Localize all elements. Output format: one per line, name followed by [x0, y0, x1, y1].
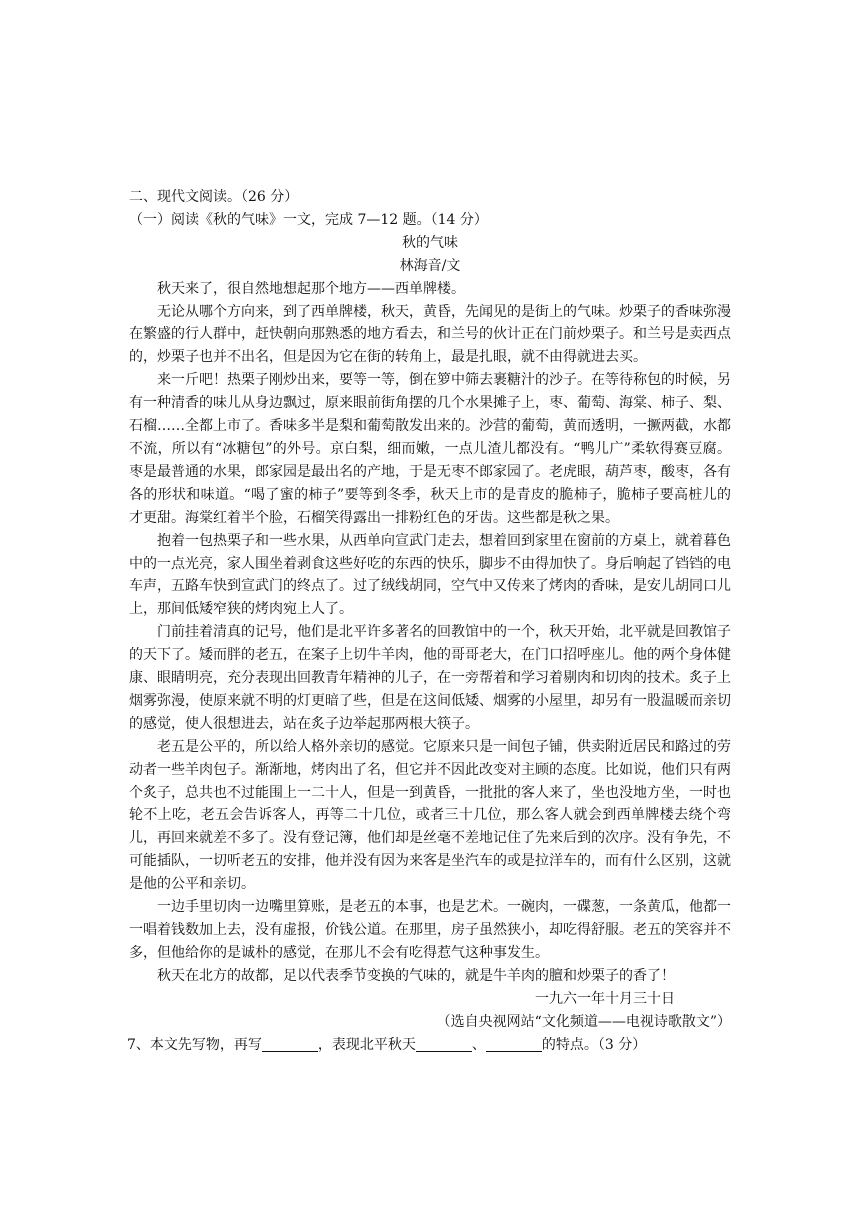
- section-heading: 二、现代文阅读。（26 分）: [129, 189, 299, 205]
- article-author: 林海音/文: [399, 257, 461, 274]
- article-paragraph-3: 来一斤吧！热栗子刚炒出来，要等一等，倒在箩中筛去裹糖汁的沙子。在等待称包的时候，另有一种清香的味儿从身边飘过，原来眼前街角摆的几个水果摊子上，枣、葡萄、海棠、柿子、梨、石榴……全都上市了。香味多半是梨和葡萄散发出来的。沙营的葡萄，黄而透明，一撅两截，水都不流，所以有“冰糖包”的外号。京白梨，细而嫩，一点儿渣儿都没有。“鸭儿广”柔软得赛豆腐。枣是最普通的水果，郎家园是最出名的产地，于是无枣不郎家园了。老虎眼，葫芦枣，酸枣，各有各的形状和味道。“喝了蜜的柿子”要等到冬季，秋天上市的是青皮的脆柿子，脆柿子要高桩儿的才更甜。海棠红着半个脸，石榴笑得露出一排粉红色的牙齿。这些都是秋之果。: [129, 372, 731, 526]
- article-paragraph-4: 抱着一包热栗子和一些水果，从西单向宣武门走去，想着回到家里在窗前的方桌上，就着暮色中的一点光亮，家人围坐着剥食这些好吃的东西的快乐，脚步不由得加快了。身后响起了铛铛的电车声，五路车快到宣武门的终点了。过了绒线胡同，空气中又传来了烤肉的香味，是安儿胡同口儿上，那间低矮窄狭的烤肉宛上人了。: [129, 532, 731, 618]
- question-7-text-1: 7、本文先写物，再写: [127, 1036, 262, 1053]
- article-title: 秋的气味: [402, 234, 458, 251]
- answer-blank-3[interactable]: [486, 1037, 542, 1052]
- article-paragraph-1: 秋天来了，很自然地想起那个地方——西单牌楼。: [157, 280, 465, 297]
- question-7-text-2: ，表现北平秋天: [317, 1036, 416, 1053]
- article-source: （选自央视网站“文化频道——电视诗歌散文”）: [436, 1013, 731, 1030]
- article-paragraph-2: 无论从哪个方向来，到了西单牌楼，秋天，黄昏，先闻见的是街上的气味。炒栗子的香味弥漫在繁盛的行人群中，赶快朝向那熟悉的地方看去，和兰号的伙计正在门前炒栗子。和兰号是卖西点的，炒栗子也并不出名，但是因为它在街的转角上，最是扎眼，就不由得就进去买。: [129, 303, 731, 366]
- question-7-text-4: 的特点。（3 分）: [541, 1036, 647, 1053]
- question-7: [127, 1034, 731, 1057]
- subsection-heading: （一）阅读《秋的气味》一文，完成 7—12 题。（14 分）: [129, 211, 488, 228]
- answer-blank-2[interactable]: [416, 1037, 472, 1052]
- article-date: 一九六一年十月三十日: [535, 990, 675, 1007]
- answer-blank-1[interactable]: [262, 1037, 318, 1052]
- document-page: [129, 186, 731, 1056]
- article-paragraph-6: 老五是公平的，所以给人格外亲切的感觉。它原来只是一间包子铺，供卖附近居民和路过的劳动者一些羊肉包子。渐渐地，烤肉出了名，但它并不因此改变对主顾的态度。比如说，他们只有两个炙子，总共也不过能围上一二十人，但是一到黄昏，一批批的客人来了，坐也没地方坐，一时也轮不上吃，老五会告诉客人，再等二十几位，或者三十几位，那么客人就会到西单牌楼去绕个弯儿，再回来就差不多了。没有登记簿，他们却是丝毫不差地记住了先来后到的次序。没有争先，不可能插队，一切听老五的安排，他并没有因为来客是坐汽车的或是拉洋车的，而有什么区别，这就是他的公平和亲切。: [129, 738, 731, 893]
- question-7-text-3: 、: [471, 1036, 486, 1053]
- article-paragraph-7: 一边手里切肉一边嘴里算账，是老五的本事，也是艺术。一碗肉，一碟葱，一条黄瓜，他都一一唱着钱数加上去，没有虚报，价钱公道。在那里，房子虽然狭小，却吃得舒服。老五的笑容并不多，但他给你的是诚朴的感觉，在那儿不会有吃得惹气这种事发生。: [129, 899, 731, 961]
- article-paragraph-8: 秋天在北方的故都，足以代表季节变换的气味的，就是牛羊肉的膻和炒栗子的香了！: [157, 967, 675, 984]
- article-paragraph-5: 门前挂着清真的记号，他们是北平许多著名的回教馆中的一个，秋天开始，北平就是回教馆子的天下了。矮而胖的老五，在案子上切牛羊肉，他的哥哥老大，在门口招呼座儿。他的两个身体健康、眼睛明亮，充分表现出回教青年精神的儿子，在一旁帮着和学习着剔肉和切肉的技术。炙子上烟雾弥漫，使原来就不明的灯更暗了些，但是在这间低矮、烟雾的小屋里，却另有一股温暖而亲切的感觉，使人很想进去，站在炙子边举起那两根大筷子。: [129, 624, 731, 732]
